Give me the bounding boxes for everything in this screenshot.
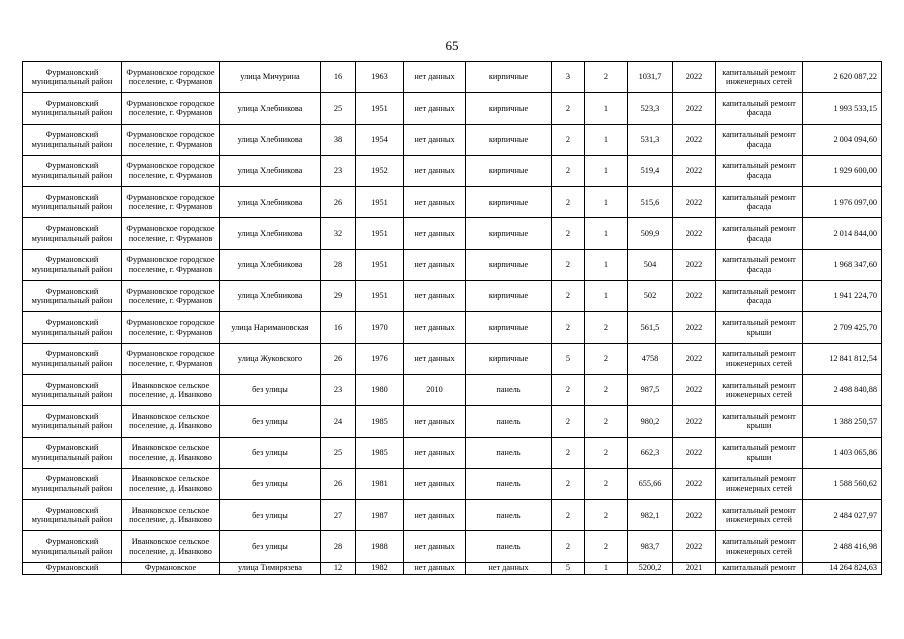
cell-floors: 2: [552, 124, 585, 155]
cell-last-repair-year: нет данных: [404, 406, 466, 437]
cell-wall-material: панель: [466, 531, 552, 562]
cell-plan-year: 2022: [673, 468, 716, 499]
table-row: [23, 62, 882, 93]
cell-work-type: капитальный ремонт фасада: [716, 124, 803, 155]
cell-plan-year: 2021: [673, 562, 716, 574]
cell-cost: 2 484 027,97: [803, 500, 882, 531]
cell-settlement: Фурмановское городское поселение, г. Фурманов: [122, 312, 220, 343]
table-row: [23, 437, 882, 468]
cell-plan-year: 2022: [673, 155, 716, 186]
table-row: [23, 249, 882, 280]
cell-settlement: Иванковское сельское поселение, д. Иванково: [122, 374, 220, 405]
cell-work-type: капитальный ремонт фасада: [716, 218, 803, 249]
cell-work-type: капитальный ремонт инженерных сетей: [716, 531, 803, 562]
cell-built-year: 1985: [356, 406, 404, 437]
cell-wall-material: кирпичные: [466, 343, 552, 374]
cell-plan-year: 2022: [673, 187, 716, 218]
cell-district: Фурмановский муниципальный район: [23, 343, 122, 374]
cell-floors: 2: [552, 218, 585, 249]
cell-street: улица Хлебникова: [220, 249, 321, 280]
cell-plan-year: 2022: [673, 531, 716, 562]
cell-house: 24: [321, 406, 356, 437]
cell-floors: 5: [552, 562, 585, 574]
cell-floors: 2: [552, 437, 585, 468]
cell-floors: 5: [552, 343, 585, 374]
cell-cost: 2 014 844,00: [803, 218, 882, 249]
cell-plan-year: 2022: [673, 281, 716, 312]
cell-area: 982,1: [628, 500, 673, 531]
cell-wall-material: панель: [466, 406, 552, 437]
cell-floors: 2: [552, 249, 585, 280]
cell-entrances: 1: [585, 218, 628, 249]
cell-settlement: Фурмановское городское поселение, г. Фурманов: [122, 249, 220, 280]
table-row: [23, 500, 882, 531]
cell-wall-material: панель: [466, 468, 552, 499]
cell-street: без улицы: [220, 374, 321, 405]
cell-plan-year: 2022: [673, 437, 716, 468]
cell-area: 4758: [628, 343, 673, 374]
cell-street: без улицы: [220, 531, 321, 562]
cell-area: 504: [628, 249, 673, 280]
cell-wall-material: кирпичные: [466, 281, 552, 312]
cell-area: 983,7: [628, 531, 673, 562]
cell-floors: 3: [552, 62, 585, 93]
cell-district: Фурмановский муниципальный район: [23, 531, 122, 562]
cell-wall-material: кирпичные: [466, 249, 552, 280]
cell-built-year: 1980: [356, 374, 404, 405]
cell-street: без улицы: [220, 406, 321, 437]
cell-settlement: Иванковское сельское поселение, д. Иванково: [122, 406, 220, 437]
cell-floors: 2: [552, 281, 585, 312]
cell-built-year: 1988: [356, 531, 404, 562]
cell-house: 26: [321, 343, 356, 374]
cell-floors: 2: [552, 406, 585, 437]
cell-area: 5200,2: [628, 562, 673, 574]
table-row: [23, 562, 882, 574]
cell-district: Фурмановский муниципальный район: [23, 406, 122, 437]
cell-district: Фурмановский муниципальный район: [23, 93, 122, 124]
cell-settlement: Иванковское сельское поселение, д. Иванково: [122, 531, 220, 562]
cell-district: Фурмановский муниципальный район: [23, 437, 122, 468]
cell-built-year: 1985: [356, 437, 404, 468]
cell-floors: 2: [552, 93, 585, 124]
cell-last-repair-year: нет данных: [404, 124, 466, 155]
cell-cost: 14 264 824,63: [803, 562, 882, 574]
cell-street: без улицы: [220, 500, 321, 531]
cell-street: улица Хлебникова: [220, 155, 321, 186]
cell-area: 561,5: [628, 312, 673, 343]
cell-settlement: Иванковское сельское поселение, д. Иванково: [122, 500, 220, 531]
cell-work-type: капитальный ремонт крыши: [716, 312, 803, 343]
table-row: [23, 93, 882, 124]
cell-floors: 2: [552, 468, 585, 499]
cell-built-year: 1987: [356, 500, 404, 531]
cell-cost: 1 403 065,86: [803, 437, 882, 468]
cell-street: улица Хлебникова: [220, 218, 321, 249]
cell-built-year: 1976: [356, 343, 404, 374]
cell-settlement: Фурмановское городское поселение, г. Фурманов: [122, 62, 220, 93]
cell-built-year: 1982: [356, 562, 404, 574]
cell-house: 25: [321, 437, 356, 468]
cell-work-type: капитальный ремонт крыши: [716, 406, 803, 437]
cell-work-type: капитальный ремонт инженерных сетей: [716, 343, 803, 374]
cell-built-year: 1951: [356, 249, 404, 280]
cell-district: Фурмановский муниципальный район: [23, 281, 122, 312]
cell-wall-material: кирпичные: [466, 62, 552, 93]
cell-house: 16: [321, 62, 356, 93]
cell-floors: 2: [552, 312, 585, 343]
cell-settlement: Фурмановское городское поселение, г. Фурманов: [122, 218, 220, 249]
cell-area: 515,6: [628, 187, 673, 218]
cell-street: улица Хлебникова: [220, 187, 321, 218]
cell-district: Фурмановский муниципальный район: [23, 249, 122, 280]
cell-house: 27: [321, 500, 356, 531]
table-row: [23, 468, 882, 499]
cell-house: 38: [321, 124, 356, 155]
cell-street: улица Наримановская: [220, 312, 321, 343]
cell-area: 1031,7: [628, 62, 673, 93]
cell-settlement: Иванковское сельское поселение, д. Иванково: [122, 468, 220, 499]
cell-area: 502: [628, 281, 673, 312]
cell-wall-material: кирпичные: [466, 312, 552, 343]
cell-entrances: 2: [585, 406, 628, 437]
cell-last-repair-year: нет данных: [404, 249, 466, 280]
cell-wall-material: кирпичные: [466, 218, 552, 249]
cell-plan-year: 2022: [673, 406, 716, 437]
cell-area: 987,5: [628, 374, 673, 405]
cell-work-type: капитальный ремонт: [716, 562, 803, 574]
cell-last-repair-year: нет данных: [404, 437, 466, 468]
cell-last-repair-year: нет данных: [404, 562, 466, 574]
cell-area: 980,2: [628, 406, 673, 437]
cell-last-repair-year: нет данных: [404, 187, 466, 218]
cell-settlement: Фурмановское городское поселение, г. Фурманов: [122, 187, 220, 218]
cell-area: 655,66: [628, 468, 673, 499]
cell-cost: 2 004 094,60: [803, 124, 882, 155]
cell-floors: 2: [552, 187, 585, 218]
cell-street: улица Хлебникова: [220, 124, 321, 155]
cell-plan-year: 2022: [673, 62, 716, 93]
cell-entrances: 2: [585, 62, 628, 93]
cell-work-type: капитальный ремонт фасада: [716, 93, 803, 124]
cell-district: Фурмановский муниципальный район: [23, 218, 122, 249]
cell-cost: 2 488 416,98: [803, 531, 882, 562]
cell-last-repair-year: нет данных: [404, 155, 466, 186]
cell-area: 531,3: [628, 124, 673, 155]
cell-plan-year: 2022: [673, 500, 716, 531]
cell-district: Фурмановский муниципальный район: [23, 124, 122, 155]
cell-entrances: 1: [585, 155, 628, 186]
table-row: [23, 312, 882, 343]
cell-floors: 2: [552, 374, 585, 405]
table-row: [23, 531, 882, 562]
cell-house: 12: [321, 562, 356, 574]
cell-house: 23: [321, 155, 356, 186]
cell-house: 32: [321, 218, 356, 249]
cell-plan-year: 2022: [673, 312, 716, 343]
cell-last-repair-year: нет данных: [404, 531, 466, 562]
cell-work-type: капитальный ремонт крыши: [716, 437, 803, 468]
cell-wall-material: кирпичные: [466, 187, 552, 218]
cell-entrances: 2: [585, 531, 628, 562]
cell-street: улица Тимирязева: [220, 562, 321, 574]
table-body: [23, 62, 882, 575]
cell-wall-material: панель: [466, 437, 552, 468]
cell-floors: 2: [552, 155, 585, 186]
cell-entrances: 1: [585, 249, 628, 280]
cell-last-repair-year: нет данных: [404, 218, 466, 249]
table-row: [23, 406, 882, 437]
cell-cost: 2 709 425,70: [803, 312, 882, 343]
cell-built-year: 1951: [356, 218, 404, 249]
cell-entrances: 1: [585, 124, 628, 155]
cell-settlement: Фурмановское городское поселение, г. Фурманов: [122, 281, 220, 312]
cell-cost: 2 498 840,88: [803, 374, 882, 405]
cell-entrances: 1: [585, 281, 628, 312]
cell-work-type: капитальный ремонт инженерных сетей: [716, 500, 803, 531]
cell-house: 26: [321, 187, 356, 218]
cell-built-year: 1970: [356, 312, 404, 343]
cell-plan-year: 2022: [673, 93, 716, 124]
cell-work-type: капитальный ремонт инженерных сетей: [716, 62, 803, 93]
cell-street: улица Мичурина: [220, 62, 321, 93]
cell-work-type: капитальный ремонт инженерных сетей: [716, 468, 803, 499]
cell-plan-year: 2022: [673, 249, 716, 280]
cell-street: улица Хлебникова: [220, 281, 321, 312]
cell-district: Фурмановский муниципальный район: [23, 500, 122, 531]
cell-built-year: 1963: [356, 62, 404, 93]
cell-entrances: 2: [585, 468, 628, 499]
cell-cost: 1 993 533,15: [803, 93, 882, 124]
cell-house: 26: [321, 468, 356, 499]
cell-entrances: 2: [585, 312, 628, 343]
cell-last-repair-year: нет данных: [404, 62, 466, 93]
table-row: [23, 124, 882, 155]
cell-district: Фурмановский муниципальный район: [23, 155, 122, 186]
cell-district: Фурмановский муниципальный район: [23, 312, 122, 343]
cell-cost: 1 941 224,70: [803, 281, 882, 312]
cell-built-year: 1981: [356, 468, 404, 499]
cell-settlement: Фурмановское городское поселение, г. Фурманов: [122, 343, 220, 374]
table-row: [23, 374, 882, 405]
cell-entrances: 1: [585, 187, 628, 218]
cell-cost: 2 620 087,22: [803, 62, 882, 93]
cell-last-repair-year: нет данных: [404, 343, 466, 374]
cell-work-type: капитальный ремонт фасада: [716, 187, 803, 218]
cell-work-type: капитальный ремонт фасада: [716, 155, 803, 186]
cell-built-year: 1952: [356, 155, 404, 186]
table-row: [23, 281, 882, 312]
cell-last-repair-year: нет данных: [404, 468, 466, 499]
cell-street: улица Хлебникова: [220, 93, 321, 124]
cell-district: Фурмановский муниципальный район: [23, 468, 122, 499]
table-row: [23, 155, 882, 186]
cell-area: 519,4: [628, 155, 673, 186]
cell-wall-material: панель: [466, 500, 552, 531]
cell-house: 28: [321, 531, 356, 562]
cell-work-type: капитальный ремонт фасада: [716, 249, 803, 280]
cell-floors: 2: [552, 531, 585, 562]
page-number: 65: [445, 38, 459, 53]
cell-work-type: капитальный ремонт фасада: [716, 281, 803, 312]
cell-last-repair-year: нет данных: [404, 500, 466, 531]
cell-entrances: 2: [585, 374, 628, 405]
cell-district: Фурмановский: [23, 562, 122, 574]
cell-plan-year: 2022: [673, 218, 716, 249]
cell-street: без улицы: [220, 468, 321, 499]
table-row: [23, 187, 882, 218]
cell-wall-material: кирпичные: [466, 93, 552, 124]
cell-wall-material: нет данных: [466, 562, 552, 574]
cell-entrances: 2: [585, 437, 628, 468]
cell-settlement: Фурмановское городское поселение, г. Фурманов: [122, 155, 220, 186]
cell-built-year: 1954: [356, 124, 404, 155]
cell-plan-year: 2022: [673, 374, 716, 405]
cell-area: 523,3: [628, 93, 673, 124]
cell-cost: 1 388 250,57: [803, 406, 882, 437]
table-row: [23, 218, 882, 249]
cell-street: без улицы: [220, 437, 321, 468]
cell-area: 662,3: [628, 437, 673, 468]
cell-entrances: 1: [585, 562, 628, 574]
cell-cost: 1 929 600,00: [803, 155, 882, 186]
cell-house: 16: [321, 312, 356, 343]
cell-last-repair-year: нет данных: [404, 312, 466, 343]
cell-floors: 2: [552, 500, 585, 531]
cell-district: Фурмановский муниципальный район: [23, 62, 122, 93]
cell-settlement: Фурмановское: [122, 562, 220, 574]
cell-wall-material: панель: [466, 374, 552, 405]
cell-wall-material: кирпичные: [466, 124, 552, 155]
cell-wall-material: кирпичные: [466, 155, 552, 186]
cell-entrances: 2: [585, 343, 628, 374]
cell-work-type: капитальный ремонт инженерных сетей: [716, 374, 803, 405]
table-row: [23, 343, 882, 374]
cell-settlement: Фурмановское городское поселение, г. Фурманов: [122, 93, 220, 124]
cell-settlement: Фурмановское городское поселение, г. Фурманов: [122, 124, 220, 155]
cell-house: 29: [321, 281, 356, 312]
registry-table: [22, 61, 882, 575]
cell-cost: 1 968 347,60: [803, 249, 882, 280]
cell-built-year: 1951: [356, 281, 404, 312]
cell-settlement: Иванковское сельское поселение, д. Иванково: [122, 437, 220, 468]
cell-street: улица Жуковского: [220, 343, 321, 374]
cell-last-repair-year: нет данных: [404, 281, 466, 312]
cell-cost: 1 976 097,00: [803, 187, 882, 218]
cell-district: Фурмановский муниципальный район: [23, 187, 122, 218]
cell-cost: 12 841 812,54: [803, 343, 882, 374]
cell-entrances: 1: [585, 93, 628, 124]
cell-plan-year: 2022: [673, 343, 716, 374]
cell-house: 23: [321, 374, 356, 405]
cell-plan-year: 2022: [673, 124, 716, 155]
cell-last-repair-year: нет данных: [404, 93, 466, 124]
cell-built-year: 1951: [356, 187, 404, 218]
cell-house: 28: [321, 249, 356, 280]
cell-area: 509,9: [628, 218, 673, 249]
cell-entrances: 2: [585, 500, 628, 531]
cell-built-year: 1951: [356, 93, 404, 124]
cell-last-repair-year: 2010: [404, 374, 466, 405]
cell-house: 25: [321, 93, 356, 124]
cell-cost: 1 588 560,62: [803, 468, 882, 499]
cell-district: Фурмановский муниципальный район: [23, 374, 122, 405]
